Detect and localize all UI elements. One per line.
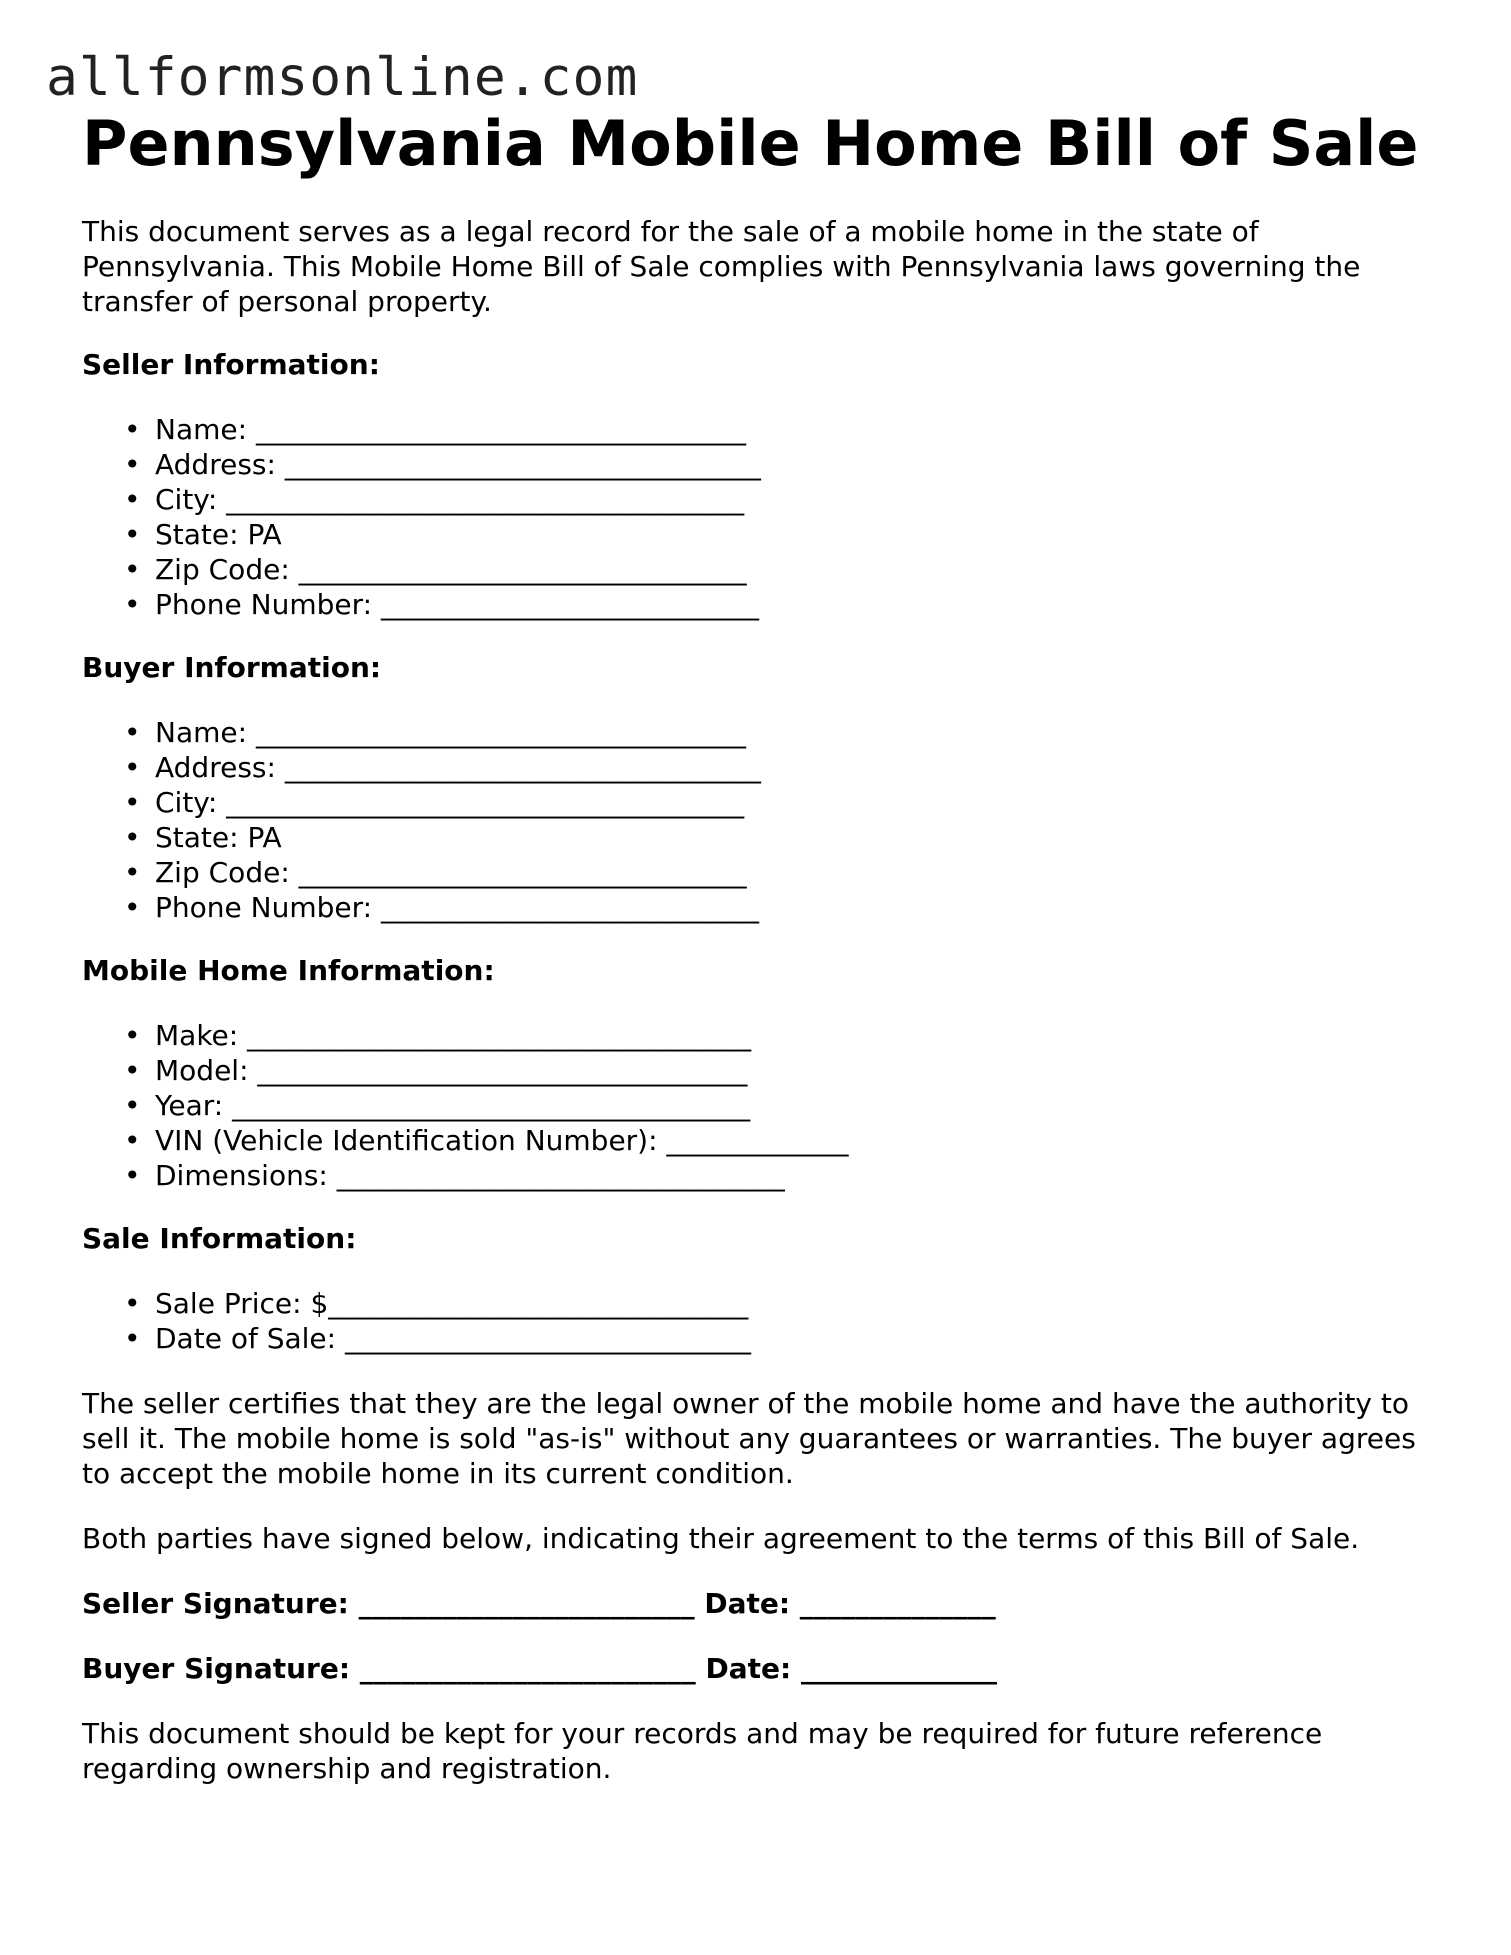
certification-paragraph: The seller certifies that they are the legal owner of the mobile home and have the authority to sell it. The mobile home is sold "as-is" without any guarantees or warranties. The buyer agrees to accept the mobile home in its current condition. <box>82 1387 1416 1490</box>
seller-section-heading: Seller Information: <box>82 348 380 381</box>
home-dimensions-field: • Dimensions: ________________________________ <box>155 1158 1452 1193</box>
home-make-field: • Make: ____________________________________ <box>155 1018 1452 1053</box>
sale-date-field: • Date of Sale: _____________________________ <box>155 1321 1452 1356</box>
buyer-address-field: • Address: __________________________________ <box>155 750 1452 785</box>
intro-paragraph: This document serves as a legal record for the sale of a mobile home in the state of Pennsylvania. This Mobile Home Bill of Sale complies with Pennsylvania laws governing the transfer of personal property. <box>82 215 1361 318</box>
seller-name-field: • Name: ___________________________________ <box>155 412 1452 447</box>
seller-state-field: • State: PA <box>155 517 1452 552</box>
seller-address-field: • Address: __________________________________ <box>155 447 1452 482</box>
buyer-phone-field: • Phone Number: ___________________________ <box>155 890 1452 925</box>
agreement-paragraph: Both parties have signed below, indicating their agreement to the terms of this Bill of Sale. <box>82 1522 1360 1555</box>
home-model-field: • Model: ___________________________________ <box>155 1053 1452 1088</box>
sale-price-field: • Sale Price: $______________________________ <box>155 1286 1452 1321</box>
closing-paragraph: This document should be kept for your records and may be required for future reference regarding ownership and registration. <box>82 1717 1323 1785</box>
buyer-zip-field: • Zip Code: ________________________________ <box>155 855 1452 890</box>
buyer-field-list <box>82 715 1452 925</box>
document-title: Pennsylvania Mobile Home Bill of Sale <box>82 107 1419 180</box>
buyer-state-field: • State: PA <box>155 820 1452 855</box>
document-body <box>82 108 1452 1786</box>
home-vin-field: • VIN (Vehicle Identification Number): _____________ <box>155 1123 1452 1158</box>
buyer-signature-line: Buyer Signature: ________________________ Date: ______________ <box>82 1652 997 1685</box>
seller-field-list <box>82 412 1452 622</box>
seller-city-field: • City: _____________________________________ <box>155 482 1452 517</box>
home-section-heading: Mobile Home Information: <box>82 954 495 987</box>
seller-signature-line: Seller Signature: ________________________ Date: ______________ <box>82 1587 996 1620</box>
buyer-name-field: • Name: ___________________________________ <box>155 715 1452 750</box>
home-field-list <box>82 1018 1452 1193</box>
sale-section-heading: Sale Information: <box>82 1222 357 1255</box>
buyer-city-field: • City: _____________________________________ <box>155 785 1452 820</box>
seller-zip-field: • Zip Code: ________________________________ <box>155 552 1452 587</box>
watermark-logo: allformsonline.com <box>46 47 639 108</box>
sale-field-list <box>82 1286 1452 1356</box>
seller-phone-field: • Phone Number: ___________________________ <box>155 587 1452 622</box>
buyer-section-heading: Buyer Information: <box>82 651 382 684</box>
home-year-field: • Year: _____________________________________ <box>155 1088 1452 1123</box>
